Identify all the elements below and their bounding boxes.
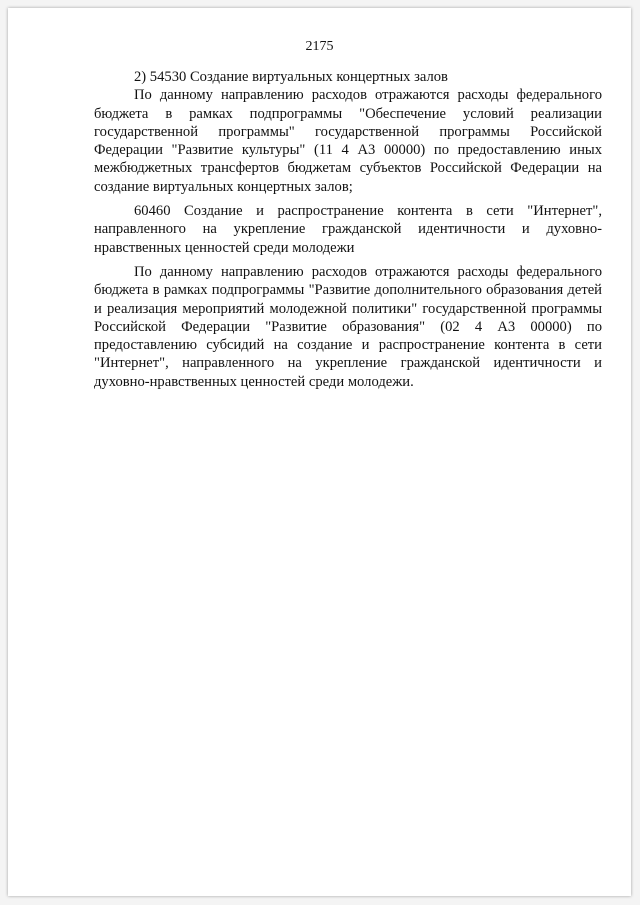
section-heading: 60460 Создание и распространение контента в сети "Интернет", направленного на укрепление гражданской идентичности и духовно-нравственных ценностей среди молодежи [94,203,602,256]
body-paragraph: По данному направлению расходов отражаются расходы федерального бюджета в рамках подпрограммы "Развитие дополнительного образования детей и реализация мероприятий молодежной политики" государственной программы Российской Федерации "Развитие образования" (02 4 А3 00000) по предоставлению субсидий на создание и распространение контента в сети "Интернет", направленного на укрепление гражданской идентичности и духовно-нравственных ценностей среди молодежи. [94,263,602,390]
document-body [94,68,602,391]
page-number: 2175 [305,39,334,54]
body-paragraph: По данному направлению расходов отражаются расходы федерального бюджета в рамках подпрограммы "Обеспечение условий реализации государственной программы" государственной программы Российской Федерации "Развитие культуры" (11 4 А3 00000) по предоставлению иных межбюджетных трансфертов бюджетам субъектов Российской Федерации на создание виртуальных концертных залов; [94,87,602,195]
section-heading: 2) 54530 Создание виртуальных концертных залов [134,69,448,85]
document-page [8,8,631,896]
